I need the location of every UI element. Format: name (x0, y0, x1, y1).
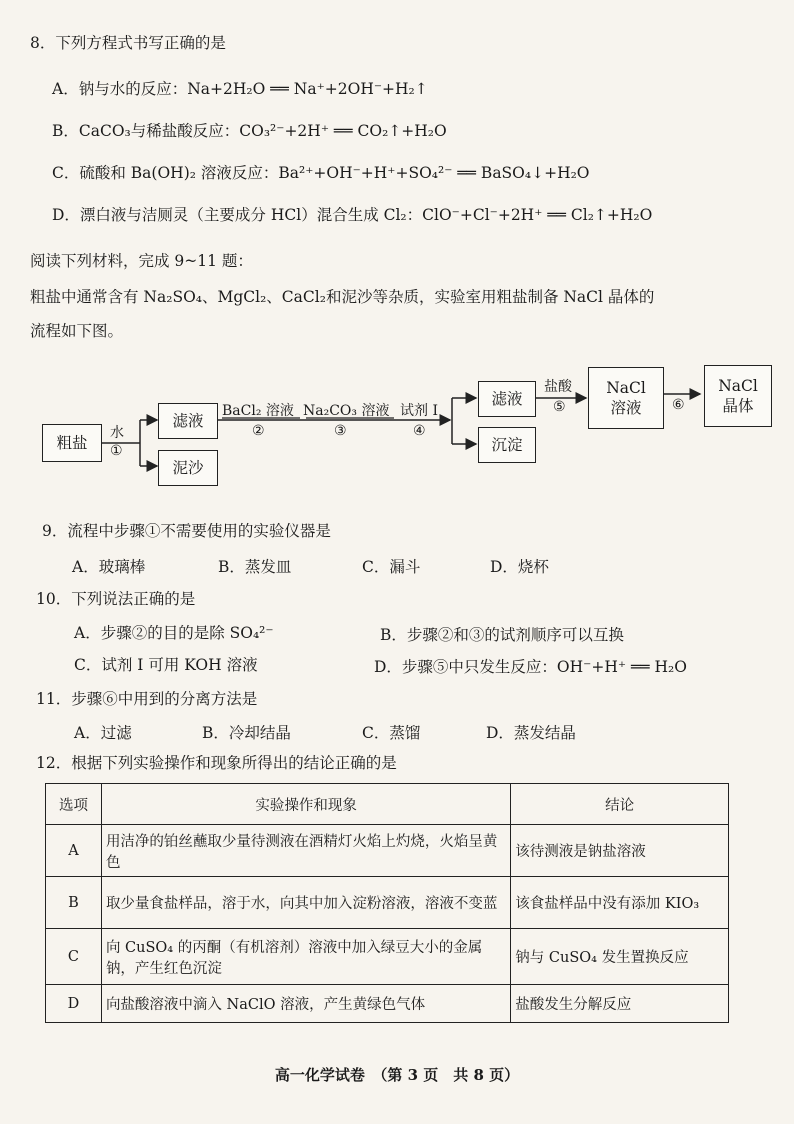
q8-option-b: B．CaCO₃与稀盐酸反应：CO₃²⁻+2H⁺ ══ CO₂↑+H₂O (52, 122, 447, 140)
flow-box-filtrate-1: 滤液 (158, 403, 218, 439)
q9-option-c: C．漏斗 (362, 558, 421, 576)
flow-box-crude-salt: 粗盐 (42, 424, 102, 462)
table-row (46, 929, 729, 985)
flow-box-precipitate: 沉淀 (478, 427, 536, 463)
q10-stem: 10．下列说法正确的是 (36, 590, 196, 608)
header-conclusion: 结论 (511, 784, 729, 825)
flow-label-step5: ⑤ (553, 399, 566, 415)
flow-label-water: 水 (110, 425, 124, 441)
q9-stem: 9．流程中步骤①不需要使用的实验仪器是 (42, 522, 331, 540)
q10-option-a: A．步骤②的目的是除 SO₄²⁻ (74, 624, 274, 642)
row-b-operation: 取少量食盐样品，溶于水，向其中加入淀粉溶液，溶液不变蓝 (101, 877, 510, 929)
table-row (46, 825, 729, 877)
row-a-operation: 用洁净的铂丝蘸取少量待测液在酒精灯火焰上灼烧，火焰呈黄色 (101, 825, 510, 877)
table-row (46, 985, 729, 1023)
row-d-operation: 向盐酸溶液中滴入 NaClO 溶液，产生黄绿色气体 (101, 985, 510, 1023)
q11-stem: 11．步骤⑥中用到的分离方法是 (36, 690, 258, 708)
q9-option-d: D．烧杯 (490, 558, 549, 576)
flow-box-filtrate-2: 滤液 (478, 381, 536, 417)
row-a-option: A (46, 825, 102, 877)
flow-label-step6: ⑥ (672, 397, 685, 413)
flow-label-step1: ① (110, 443, 123, 459)
row-d-conclusion: 盐酸发生分解反应 (511, 985, 729, 1023)
reading-line-1: 粗盐中通常含有 Na₂SO₄、MgCl₂、CaCl₂和泥沙等杂质，实验室用粗盐制备 NaCl 晶体的 (30, 288, 655, 306)
page-footer: 高一化学试卷 （第 3 页 共 8 页） (274, 1066, 520, 1084)
nacl-crystal-line2: 晶体 (722, 397, 754, 415)
flow-box-nacl-crystal (704, 365, 772, 427)
reading-intro: 阅读下列材料，完成 9~11 题： (30, 252, 253, 270)
row-c-conclusion: 钠与 CuSO₄ 发生置换反应 (511, 929, 729, 985)
q10-option-d: D．步骤⑤中只发生反应：OH⁻+H⁺ ══ H₂O (374, 658, 687, 676)
flow-label-step3: ③ (334, 423, 347, 439)
q11-option-a: A．过滤 (74, 724, 132, 742)
flow-box-mud: 泥沙 (158, 450, 218, 486)
q10-option-c: C．试剂 I 可用 KOH 溶液 (74, 656, 258, 674)
q8-option-a: A．钠与水的反应：Na+2H₂O ══ Na⁺+2OH⁻+H₂↑ (52, 80, 428, 98)
q8-option-c: C．硫酸和 Ba(OH)₂ 溶液反应：Ba²⁺+OH⁻+H⁺+SO₄²⁻ ══ BaSO₄↓+H₂O (52, 164, 590, 182)
q10-option-b: B．步骤②和③的试剂顺序可以互换 (380, 626, 624, 644)
row-c-option: C (46, 929, 102, 985)
q9-option-b: B．蒸发皿 (218, 558, 292, 576)
table-row (46, 877, 729, 929)
flow-label-step4: ④ (413, 423, 426, 439)
q11-option-b: B．冷却结晶 (202, 724, 291, 742)
nacl-crystal-line1: NaCl (718, 377, 758, 395)
flow-box-nacl-solution (588, 367, 664, 429)
q12-table (45, 783, 729, 1023)
flow-label-hcl: 盐酸 (544, 379, 572, 395)
flow-label-na2co3: Na₂CO₃ 溶液 (303, 403, 390, 419)
q8-option-d: D．漂白液与洁厕灵（主要成分 HCl）混合生成 Cl₂：ClO⁻+Cl⁻+2H⁺ ══ Cl₂↑+H₂O (52, 206, 653, 224)
q12-stem: 12．根据下列实验操作和现象所得出的结论正确的是 (36, 754, 397, 772)
reading-line-2: 流程如下图。 (30, 322, 124, 340)
flow-label-reagent-1: 试剂 I (400, 403, 438, 419)
q11-option-d: D．蒸发结晶 (486, 724, 576, 742)
row-d-option: D (46, 985, 102, 1023)
row-b-option: B (46, 877, 102, 929)
row-c-operation: 向 CuSO₄ 的丙酮（有机溶剂）溶液中加入绿豆大小的金属钠，产生红色沉淀 (101, 929, 510, 985)
nacl-solution-line2: 溶液 (610, 399, 642, 417)
flow-label-bacl2: BaCl₂ 溶液 (222, 403, 294, 419)
header-operation: 实验操作和现象 (101, 784, 510, 825)
row-b-conclusion: 该食盐样品中没有添加 KIO₃ (511, 877, 729, 929)
flow-label-step2: ② (252, 423, 265, 439)
q11-option-c: C．蒸馏 (362, 724, 421, 742)
table-header-row (46, 784, 729, 825)
nacl-solution-line1: NaCl (606, 379, 646, 397)
q8-stem: 8．下列方程式书写正确的是 (30, 34, 226, 52)
row-a-conclusion: 该待测液是钠盐溶液 (511, 825, 729, 877)
q9-option-a: A．玻璃棒 (72, 558, 146, 576)
header-option: 选项 (46, 784, 102, 825)
